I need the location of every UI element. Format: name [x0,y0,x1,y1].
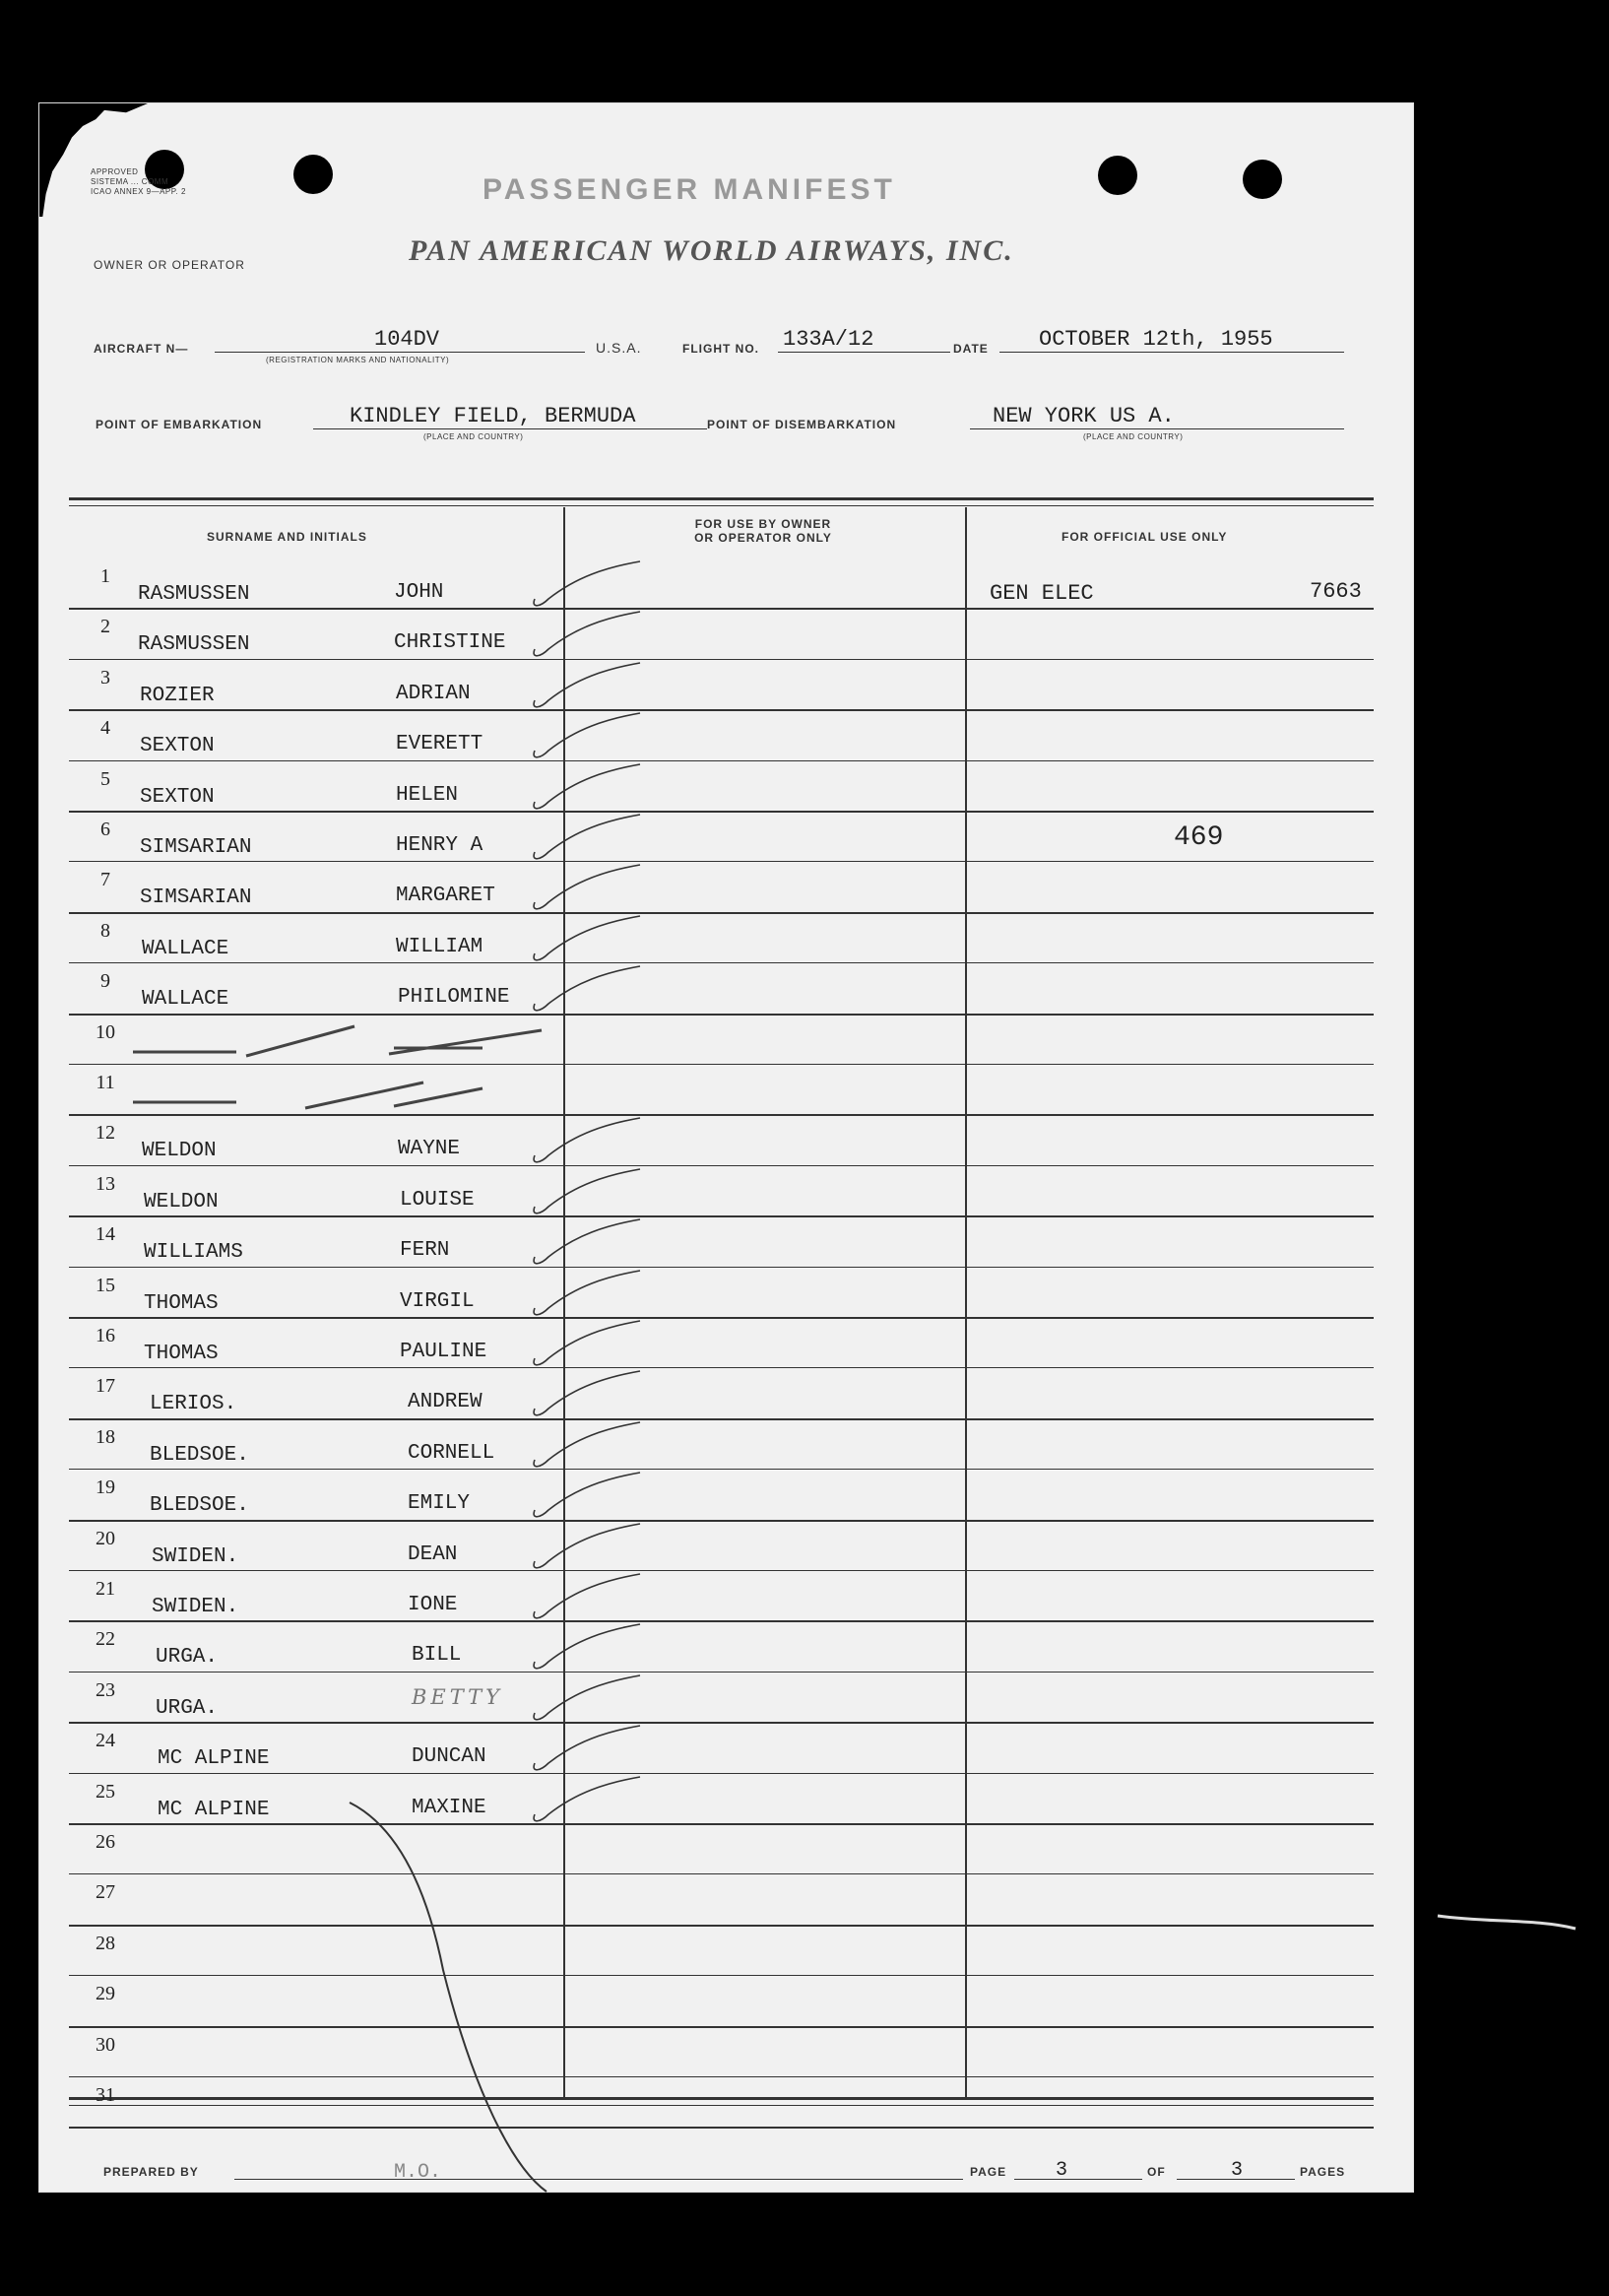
passenger-surname: SWIDEN. [152,1596,239,1618]
company-name: PAN AMERICAN WORLD AIRWAYS, INC. [409,234,1014,267]
column-header-surname: SURNAME AND INITIALS [207,530,367,544]
passenger-surname: MC ALPINE [158,1747,270,1771]
passenger-first-name: ANDREW [408,1391,483,1414]
nationality: U.S.A. [596,340,642,356]
row-number: 1 [100,565,110,587]
place-caption: (PLACE AND COUNTRY) [423,432,524,441]
row-number: 8 [100,919,110,942]
passenger-first-name: LOUISE [400,1188,475,1212]
row-number: 21 [96,1578,115,1600]
row-number: 4 [100,717,110,740]
approval-line: SISTEMA ... COMM [91,177,169,186]
passenger-surname: MC ALPINE [158,1798,270,1821]
passenger-surname: BLEDSOE. [150,1494,249,1518]
row-number: 25 [96,1780,115,1803]
passenger-first-name: WILLIAM [396,935,483,958]
registration-caption: (REGISTRATION MARKS AND NATIONALITY) [266,356,450,364]
row-number: 14 [96,1223,115,1246]
passenger-first-name: DUNCAN [412,1745,486,1769]
embarkation-label: POINT OF EMBARKATION [96,418,263,431]
passenger-surname: URGA. [156,1696,219,1720]
row-number: 5 [100,767,110,790]
passenger-surname: SIMSARIAN [140,836,252,859]
flight-value: 133A/12 [783,327,874,352]
passenger-surname: WELDON [144,1190,219,1214]
passenger-surname: WALLACE [142,937,229,960]
passenger-surname: SWIDEN. [152,1544,239,1568]
column-header-official: FOR OFFICIAL USE ONLY [1062,530,1228,544]
row-number: 17 [96,1375,115,1398]
passenger-first-name: IONE [408,1594,458,1616]
passenger-first-name: BILL [412,1644,462,1668]
passenger-first-name: HELEN [396,783,459,807]
approval-line: ICAO ANNEX 9—APP. 2 [91,187,186,196]
page-underline [1014,2179,1142,2180]
date-value: OCTOBER 12th, 1955 [1039,327,1273,352]
edge-mark [1438,1916,1576,1929]
flight-label: FLIGHT NO. [682,342,759,356]
passenger-surname: WILLIAMS [144,1241,243,1265]
passenger-surname: SEXTON [140,735,215,758]
disembarkation-label: POINT OF DISEMBARKATION [707,418,897,431]
passenger-first-name: VIRGIL [400,1289,475,1313]
row-number: 18 [96,1425,115,1448]
passenger-surname: ROZIER [140,684,215,707]
passenger-surname: RASMUSSEN [138,583,250,606]
row-number: 13 [96,1172,115,1195]
pages-label: PAGES [1300,2165,1346,2179]
passenger-first-name: WAYNE [398,1138,461,1161]
passenger-surname: SEXTON [140,785,215,809]
column-header-owner-line: FOR USE BY OWNER [694,517,832,531]
passenger-surname: BLEDSOE. [150,1443,249,1467]
official-use-note: GEN ELEC [990,581,1094,606]
passenger-first-name: FERN [400,1239,450,1263]
row-number: 30 [96,2033,115,2056]
row-number: 19 [96,1476,115,1499]
of-label: OF [1147,2165,1166,2179]
column-header-owner-line: OR OPERATOR ONLY [694,531,832,545]
row-number: 27 [96,1881,115,1904]
passenger-first-name: HENRY A [396,834,483,857]
page-total: 3 [1231,2159,1244,2182]
passenger-first-name: MARGARET [396,885,495,908]
row-number: 15 [96,1274,115,1296]
aircraft-label: AIRCRAFT N— [94,342,189,356]
row-number: 26 [96,1831,115,1853]
passenger-first-name: MAXINE [412,1796,486,1819]
passenger-surname: WELDON [142,1140,217,1163]
passenger-first-name: DEAN [408,1542,458,1566]
official-use-code: 7663 [1310,579,1362,604]
passenger-first-name: PAULINE [400,1341,487,1363]
passenger-surname: LERIOS. [150,1393,237,1416]
row-number: 16 [96,1325,115,1346]
passenger-first-name: EMILY [408,1492,471,1516]
passenger-first-name: CHRISTINE [394,631,506,655]
passenger-first-name: JOHN [394,581,444,604]
row-number: 2 [100,616,110,638]
row-number: 3 [100,666,110,689]
row-number: 10 [96,1020,115,1043]
page-number: 3 [1056,2159,1068,2182]
passenger-surname: THOMAS [144,1343,219,1365]
page-label: PAGE [970,2165,1007,2179]
passenger-first-name: EVERETT [396,733,483,756]
prepared-value: M.O. [394,2161,442,2184]
passenger-first-name: ADRIAN [396,682,471,705]
passenger-first-name: PHILOMINE [398,986,510,1010]
passenger-surname: RASMUSSEN [138,633,250,657]
row-number: 23 [96,1678,115,1701]
row-number: 22 [96,1628,115,1651]
embarkation-value: KINDLEY FIELD, BERMUDA [350,404,636,428]
row-number: 7 [100,869,110,891]
disembarkation-value: NEW YORK US A. [993,404,1175,428]
passenger-surname: SIMSARIAN [140,886,252,910]
row-number: 11 [96,1072,115,1093]
date-label: DATE [953,342,989,356]
row-number: 29 [96,1983,115,2005]
passenger-surname: WALLACE [142,988,229,1012]
page-title: PASSENGER MANIFEST [483,173,896,206]
row-number: 12 [96,1122,115,1145]
row-number: 28 [96,1932,115,1954]
place-caption: (PLACE AND COUNTRY) [1083,432,1184,441]
diagonal-pen-stroke [350,1803,547,2192]
approval-line: APPROVED [91,167,139,176]
row-number: 24 [96,1730,115,1752]
passenger-surname: THOMAS [144,1291,219,1315]
row-number: 31 [96,2084,115,2106]
official-use-code: 469 [1174,822,1224,853]
aircraft-value: 104DV [374,327,440,352]
passenger-first-name: BETTY [412,1684,504,1709]
passenger-surname: URGA. [156,1646,219,1670]
prepared-label: PREPARED BY [103,2165,199,2179]
row-number: 6 [100,819,110,840]
row-number: 20 [96,1527,115,1549]
row-number: 9 [100,970,110,993]
prepared-underline [234,2179,963,2180]
passenger-first-name: CORNELL [408,1441,495,1465]
owner-label: OWNER OR OPERATOR [94,258,245,272]
